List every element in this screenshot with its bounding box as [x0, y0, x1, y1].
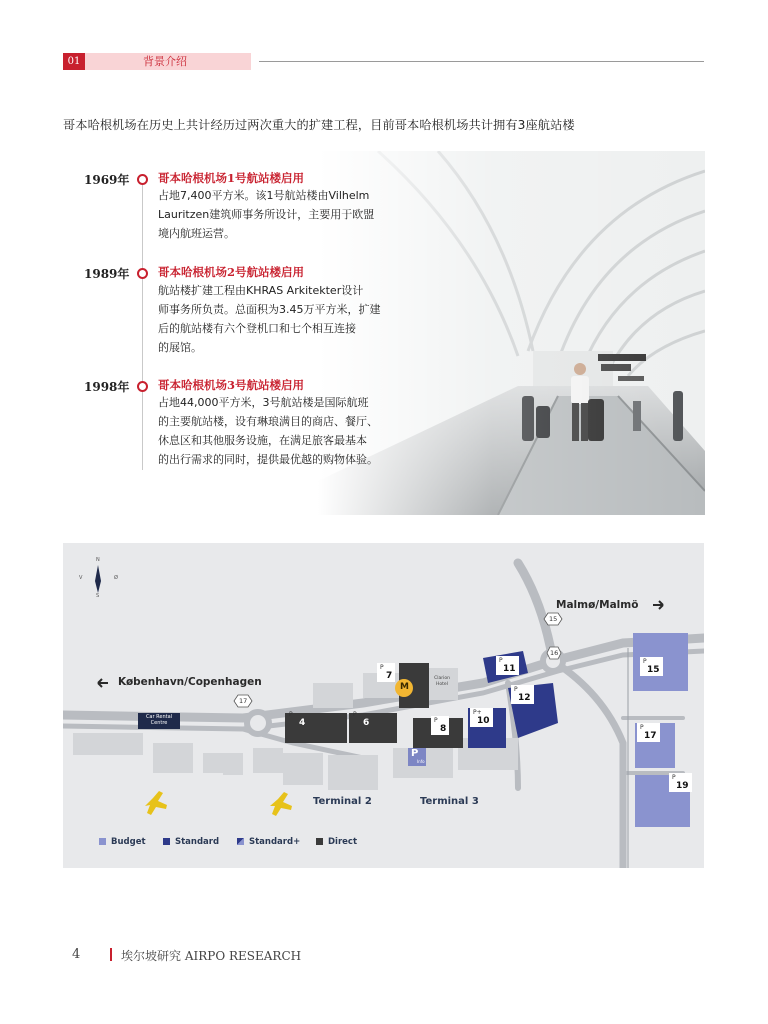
legend-standard [163, 837, 219, 847]
road-17: 17 [239, 697, 248, 705]
lot-number: 19 [676, 781, 689, 791]
m-sign: M [400, 682, 409, 692]
timeline-line-text: 境内航班运营。 [158, 227, 235, 240]
legend-label: Budget [111, 837, 146, 847]
legend-standard-plus [237, 837, 300, 847]
dest-malmo: Malmø/Malmö [556, 599, 639, 611]
section-header [63, 53, 251, 70]
timeline-line-text: 的出行需求的同时，提供最优越的购物体验。 [158, 453, 378, 466]
legend-label: Direct [328, 837, 358, 847]
lot-17 [637, 723, 660, 742]
lot-number: 12 [518, 693, 531, 703]
lot-number: 10 [477, 716, 490, 726]
timeline-body [158, 281, 408, 357]
dest-copenhagen: København/Copenhagen [118, 676, 262, 688]
lot-number: 4 [299, 718, 306, 728]
timeline-title: 哥本哈根机场2号航站楼启用 [158, 265, 305, 279]
lot-p: P [434, 717, 438, 724]
footer-brand: 埃尔坡研究 AIRPO RESEARCH [121, 949, 302, 963]
lot-8 [431, 716, 449, 735]
lot-6 [353, 711, 369, 728]
hotel-line: Clarion [434, 676, 450, 681]
legend-swatch [99, 838, 106, 845]
car-rental-line: Car Rental [145, 714, 173, 720]
timeline-year: 1998年 [84, 380, 130, 394]
lot-11 [496, 656, 519, 675]
section-title: 背景介绍 [143, 55, 187, 68]
lot-p: P [643, 658, 647, 665]
lot-p: P [514, 686, 518, 693]
road-15: 15 [549, 615, 558, 623]
legend-swatch [237, 838, 244, 845]
lot-p: P [353, 711, 357, 718]
lot-15 [640, 657, 663, 676]
lot-number: 6 [363, 718, 370, 728]
lot-p: P [640, 724, 644, 731]
section-divider [259, 61, 704, 62]
compass-v: V [79, 575, 83, 581]
timeline-year: 1989年 [84, 267, 130, 281]
lot-10 [470, 708, 493, 727]
lot-number: 17 [644, 731, 657, 741]
legend-label: Standard [175, 837, 220, 847]
legend-budget [99, 837, 146, 847]
timeline-year: 1969年 [84, 173, 130, 187]
car-rental-line: Centre [150, 720, 168, 726]
info-label: Info [417, 759, 425, 764]
timeline-dot [137, 381, 148, 392]
timeline-line-text: 后的航站楼有六个登机口和七个相互连接 [158, 322, 356, 335]
compass-o: Ø [114, 575, 118, 581]
timeline-line-text: 航站楼扩建工程由KHRAS Arkitekter设计 [158, 284, 364, 297]
lot-p: P [672, 774, 676, 781]
lot-12 [511, 685, 534, 704]
timeline-title: 哥本哈根机场3号航站楼启用 [158, 378, 305, 392]
road-16: 16 [550, 649, 559, 657]
timeline-dot [137, 268, 148, 279]
footer-divider [110, 948, 112, 961]
compass-n: N [96, 557, 100, 563]
page-number: 4 [72, 947, 81, 962]
timeline-line-text: 占地7,400平方米。该1号航站楼由Vilhelm [158, 189, 370, 202]
hotel-line: Hotel [436, 682, 448, 687]
lot-number: 11 [503, 664, 516, 674]
timeline-line-text: 师事务所负责。总面积为3.45万平方米，扩建 [158, 303, 381, 316]
legend-label: Standard+ [249, 837, 301, 847]
lot-19 [669, 773, 692, 792]
timeline-dot [137, 174, 148, 185]
lot-p: P [289, 711, 293, 718]
lot-p: P+ [473, 709, 482, 716]
lot-4 [289, 711, 305, 728]
terminal-3-label: Terminal 3 [420, 796, 479, 807]
lot-7 [377, 663, 395, 682]
clarion-hotel [430, 676, 454, 688]
timeline-title: 哥本哈根机场1号航站楼启用 [158, 171, 305, 185]
timeline-body [158, 393, 408, 469]
map-graphic [63, 543, 704, 868]
timeline-line-text: 占地44,000平方米，3号航站楼是国际航班 [158, 396, 369, 409]
timeline-line-text: 的主要航站楼，设有琳琅满目的商店、餐厅、 [158, 415, 378, 428]
lot-number: 15 [647, 665, 660, 675]
terminal-2-label: Terminal 2 [313, 796, 372, 807]
lot-p: P [380, 664, 384, 671]
timeline-body [158, 186, 408, 243]
intro-paragraph: 哥本哈根机场在历史上共计经历过两次重大的扩建工程，目前哥本哈根机场共计拥有3座航站楼 [63, 118, 575, 132]
compass-s: S [96, 593, 100, 599]
legend-direct [316, 837, 357, 847]
lot-number: 7 [386, 671, 393, 681]
legend-swatch [316, 838, 323, 845]
lot-number: 8 [440, 724, 447, 734]
parking-map [63, 543, 704, 868]
section-number: 01 [63, 53, 85, 70]
timeline-line [142, 180, 143, 470]
timeline-line-text: 休息区和其他服务设施，在满足旅客最基本 [158, 434, 367, 447]
info-parking: P [411, 748, 419, 759]
timeline-line-text: Lauritzen建筑师事务所设计，主要用于欧盟 [158, 208, 375, 221]
legend-swatch [163, 838, 170, 845]
lot-p: P [499, 657, 503, 664]
timeline-line-text: 的展馆。 [158, 341, 202, 354]
car-rental-centre [143, 714, 175, 726]
